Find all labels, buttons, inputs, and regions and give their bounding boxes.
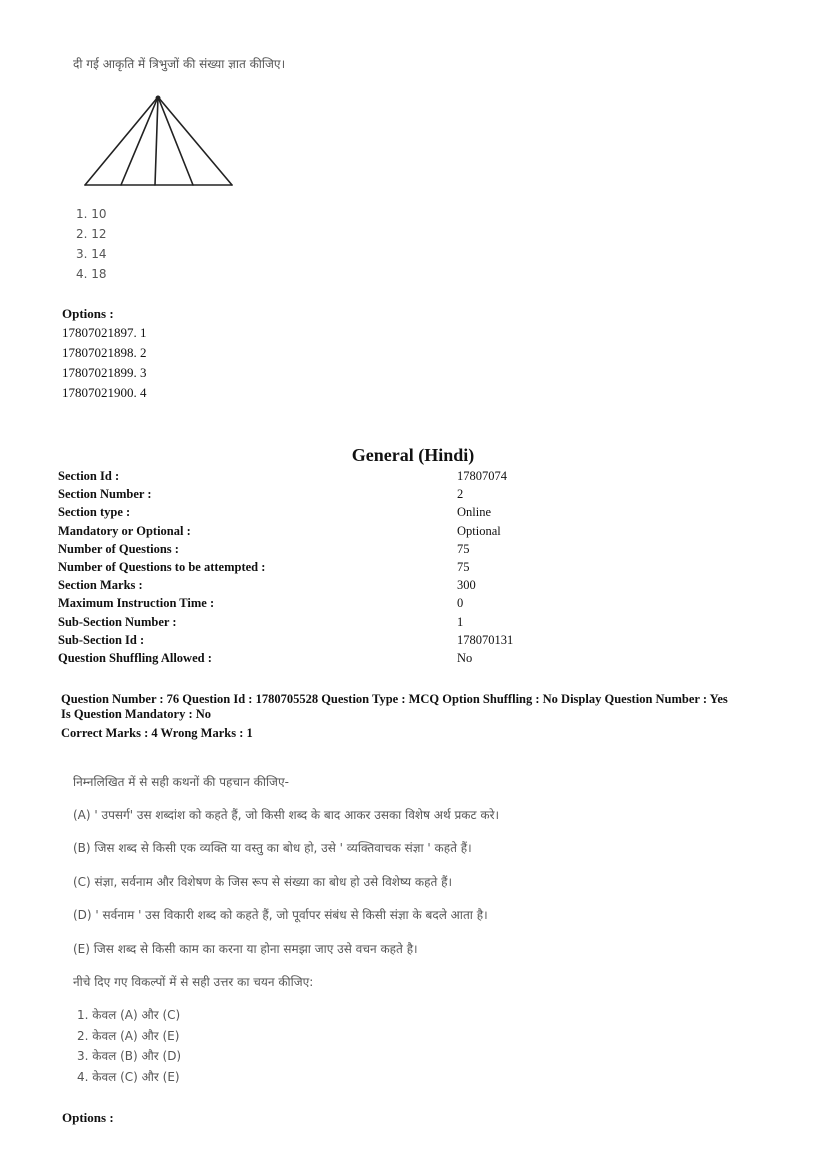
instruction-text: नीचे दिए गए विकल्पों में से सही उत्तर का चयन कीजिए: [73,975,314,989]
question-meta [61,692,781,741]
info-value: 75 [457,541,470,556]
info-key: Section Number : [58,487,152,502]
options-heading: Options : [62,306,114,321]
statement-item: (C) संज्ञा, सर्वनाम और विशेषण के जिस रूप से संख्या का बोध हो उसे विशेष्य कहते हैं। [73,875,453,889]
info-key: Sub-Section Id : [58,632,145,647]
triangle-figure [80,92,238,190]
triangle-left-edge [85,97,158,185]
info-key: Number of Questions to be attempted : [58,559,266,574]
options-list [62,323,147,403]
statement-item: (A) ' उपसर्ग' उस शब्दांश को कहते हैं, जो किसी शब्द के बाद आकर उसका विशेष अर्थ प्रकट करे। [73,808,500,822]
info-key: Number of Questions : [58,541,179,556]
info-value: Online [457,505,492,520]
section-title: General (Hindi) [351,445,475,465]
info-value: 17807074 [457,469,507,483]
question-prompt: दी गई आकृति में त्रिभुजों की संख्या ज्ञात कीजिए। [73,57,286,71]
info-key: Mandatory or Optional : [58,523,191,538]
choice-list [77,1005,181,1087]
info-value: 178070131 [457,632,514,647]
choice-item: 1. केवल (A) और (C) [77,1008,181,1022]
info-value: No [457,650,473,665]
info-value: Optional [457,523,501,538]
info-key: Section type : [58,505,131,520]
triangle-inner-line [158,97,193,185]
info-key: Question Shuffling Allowed : [58,650,212,665]
statement-item: (B) जिस शब्द से किसी एक व्यक्ति या वस्तु का बोध हो, उसे ' व्यक्तिवाचक संज्ञा ' कहते हैं। [73,841,472,855]
option-item: 17807021897. 1 [62,325,147,340]
info-key: Maximum Instruction Time : [58,596,215,611]
choice-item: 2. 12 [76,227,107,241]
option-item: 17807021900. 4 [62,385,147,400]
triangle-inner-line [155,97,158,185]
option-item: 17807021898. 2 [62,345,147,360]
choice-list [76,204,107,284]
info-key: Section Id : [58,469,120,483]
choice-item: 3. 14 [76,247,107,261]
info-key: Sub-Section Number : [58,614,177,629]
choice-item: 4. 18 [76,267,107,281]
statement-item: (D) ' सर्वनाम ' उस विकारी शब्द को कहते हैं, जो पूर्वापर संबंध से किसी संज्ञा के बदले आता है। [73,908,488,922]
statement-item: (E) जिस शब्द से किसी काम का करना या होना समझा जाए उसे वचन कहते है। [73,942,418,956]
info-value: 1 [457,614,464,629]
triangle-right-edge [158,97,232,185]
triangle-apex [156,96,161,101]
choice-item: 3. केवल (B) और (D) [77,1049,182,1063]
triangle-inner-line [121,97,158,185]
choice-item: 2. केवल (A) और (E) [77,1028,180,1043]
question-meta-line: Question Number : 76 Question Id : 1780705528 Question Type : MCQ Option Shuffling : No Display Question Number : Yes [61,692,728,706]
question-prompt: निम्नलिखित में से सही कथनों की पहचान कीजिए- [73,775,289,789]
info-key: Section Marks : [58,578,143,593]
question-marks: Correct Marks : 4 Wrong Marks : 1 [61,726,253,740]
option-item: 17807021899. 3 [62,365,147,380]
info-value: 75 [457,559,470,574]
options-heading: Options : [62,1110,114,1125]
info-value: 300 [457,578,476,593]
choice-item: 1. 10 [76,207,107,221]
info-value: 2 [457,487,464,502]
choice-item: 4. केवल (C) और (E) [77,1069,180,1084]
question-meta-line: Is Question Mandatory : No [61,707,212,721]
info-value: 0 [457,596,464,611]
